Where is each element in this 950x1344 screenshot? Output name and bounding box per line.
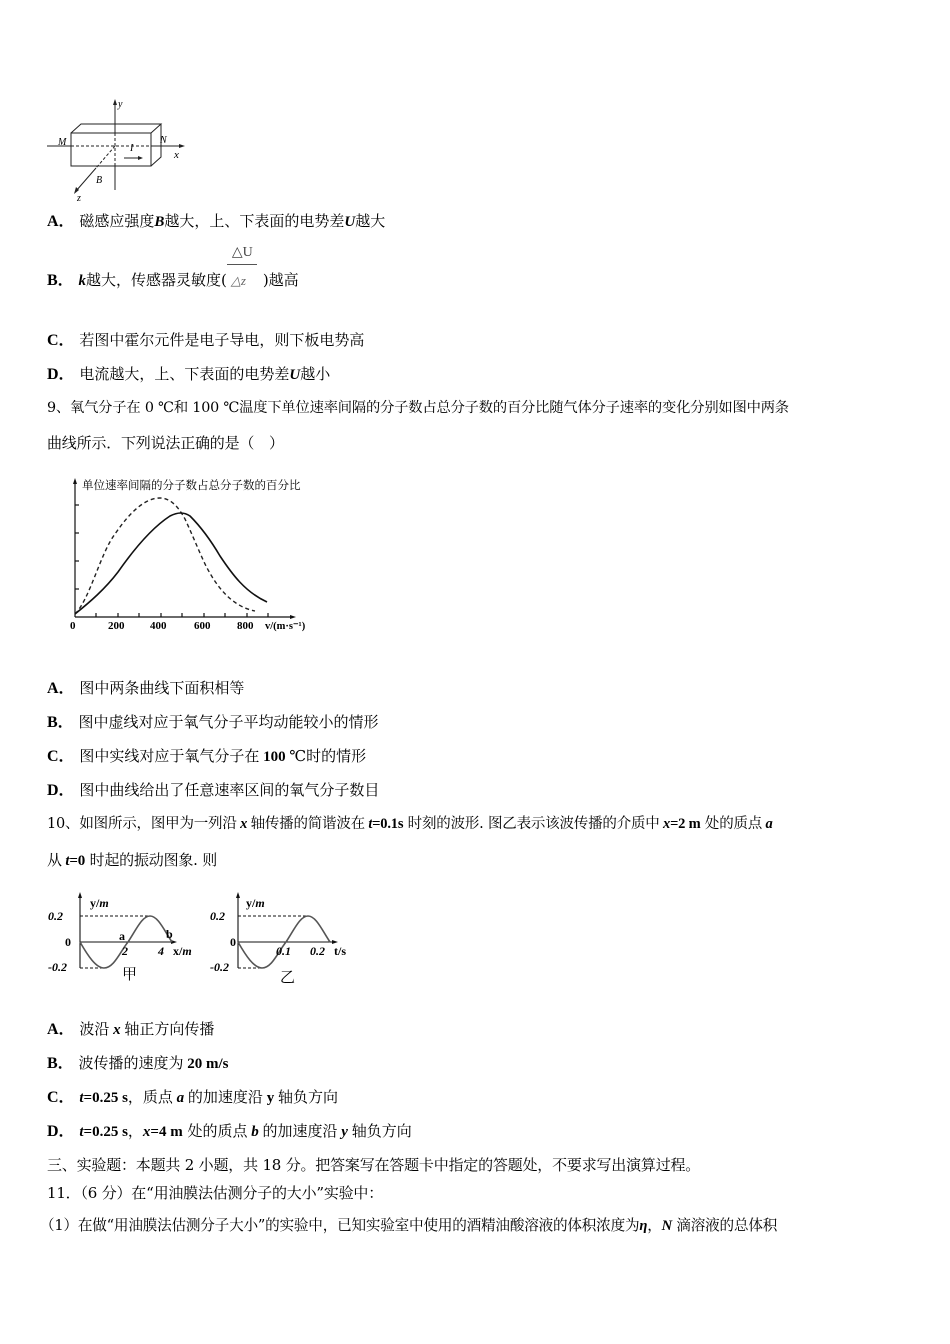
tick-800: 800 [237, 620, 254, 632]
molecular-speed-distribution-chart [60, 474, 330, 639]
var-x: x [109, 1022, 125, 1038]
option-text: 的加速度沿 [187, 1088, 263, 1106]
stem-text: 从 [47, 851, 62, 869]
option-label: B． [47, 1055, 74, 1072]
var-x: x [236, 816, 251, 832]
current-label: I [130, 143, 134, 154]
svg-text:0.1: 0.1 [276, 944, 291, 958]
position-value: =2 m [670, 816, 701, 832]
x-axis-label: x [174, 149, 179, 161]
temperature-value: 100 [259, 749, 290, 765]
option-label: A． [47, 213, 75, 230]
option-text: 越大，上、下表面的电势差 [164, 212, 345, 230]
time-value: =0 [69, 853, 85, 869]
y-axis-label: y [118, 99, 123, 110]
option-text: ，质点 [127, 1088, 173, 1106]
q9-option-c [47, 746, 366, 767]
q8-option-a [47, 211, 385, 232]
option-text: 越大 [355, 212, 386, 230]
q10-stem-line1 [47, 814, 773, 834]
chart-xlabel: v/(m·s⁻¹) [265, 621, 306, 632]
tick-200: 200 [108, 620, 125, 632]
stem-text: 时刻的波形. 图乙表示该波传播的介质中 [403, 816, 660, 832]
option-label: A． [47, 680, 75, 697]
var-b: b [247, 1124, 263, 1140]
option-text: 图中曲线给出了任意速率区间的氧气分子数目 [79, 781, 380, 799]
b-field-label: B [96, 175, 103, 186]
q11-title: 11．（6 分）在“用油膜法估测分子的大小”实验中： [47, 1184, 384, 1202]
option-label: C． [47, 332, 75, 349]
q11-part1 [40, 1216, 777, 1236]
option-label: D． [47, 366, 75, 383]
stem-text: 处的质点 [700, 816, 763, 832]
option-text: 越小 [300, 365, 331, 383]
time-value: =0.25 s [83, 1090, 128, 1106]
var-b: B [154, 214, 165, 230]
var-u: U [344, 214, 356, 230]
option-label: A． [47, 1021, 75, 1038]
option-text: 图中虚线对应于氧气分子平均动能较小的情形 [78, 713, 379, 731]
n-label: N [160, 135, 167, 146]
var-y: y [262, 1090, 278, 1106]
option-label: B． [47, 714, 74, 731]
var-x: x [659, 816, 671, 832]
option-text: ℃时的情形 [289, 747, 367, 765]
fraction-denominator: △z [230, 273, 246, 288]
option-text: 的加速度沿 [262, 1122, 338, 1140]
var-t: t [61, 853, 70, 869]
option-text: 图中两条曲线下面积相等 [79, 679, 245, 697]
stem-text: 轴传播的简谐波在 [250, 816, 365, 832]
option-text: 越大，传感器灵敏度( [85, 271, 227, 289]
option-text: 轴正方向传播 [124, 1020, 215, 1038]
q9-stem-line2: 曲线所示．下列说法正确的是（ ） [47, 434, 284, 452]
time-value: =0.25 s [83, 1124, 128, 1140]
q9-stem-line1: 9、氧气分子在 0 ℃和 100 ℃温度下单位速率间隔的分子数占总分子数的百分比随气体分子速率的变化分别如图中两条 [47, 400, 789, 416]
q8-option-b [47, 245, 299, 291]
svg-text:-0.2: -0.2 [48, 960, 67, 974]
stem-text: 时起的振动图象. 则 [85, 851, 218, 869]
svg-text:0.2: 0.2 [310, 944, 325, 958]
q11-text: 滴溶液的总体积 [671, 1217, 778, 1234]
q10-option-b [47, 1053, 228, 1074]
hall-element-figure [44, 98, 194, 203]
option-label: C． [47, 1089, 75, 1106]
var-y: y [337, 1124, 352, 1140]
option-text: 若图中霍尔元件是电子导电，则下板电势高 [79, 331, 365, 349]
graph-title-yi: 乙 [280, 970, 296, 985]
svg-text:0: 0 [65, 935, 71, 949]
graph-title-jia: 甲 [122, 967, 138, 983]
svg-text:2: 2 [122, 944, 128, 958]
option-label: D． [47, 1123, 75, 1140]
var-t: t [364, 816, 373, 832]
m-label: M [58, 137, 67, 148]
option-text: 磁感应强度 [79, 212, 155, 230]
var-k: k [78, 273, 86, 289]
svg-text:4: 4 [158, 944, 164, 958]
option-text: 轴负方向 [277, 1088, 338, 1106]
var-t: t [79, 1090, 84, 1106]
speed-value: 20 m/s [183, 1056, 229, 1072]
vibration-graph-yi [210, 890, 360, 985]
position-value: =4 m [150, 1124, 183, 1140]
var-eta: η [639, 1218, 648, 1234]
q9-option-d [47, 780, 379, 801]
option-text: 波沿 [79, 1020, 110, 1038]
option-text: 处的质点 [182, 1122, 248, 1140]
tick-0: 0 [70, 620, 76, 632]
q10-stem-line2 [47, 850, 217, 871]
chart-ylabel: 单位速率间隔的分子数占总分子数的百分比 [82, 480, 301, 492]
wave-graph-jia [48, 890, 208, 985]
option-text: 图中实线对应于氧气分子在 [79, 747, 260, 765]
svg-text:y/m: y/m [246, 896, 265, 910]
time-value: =0.1s [372, 816, 404, 832]
option-text: 电流越大，上、下表面的电势差 [79, 365, 290, 383]
fraction-numerator: △U [231, 245, 253, 260]
option-label: C． [47, 748, 75, 765]
svg-text:0: 0 [230, 935, 236, 949]
var-n: N [661, 1218, 672, 1234]
q8-option-c [47, 330, 364, 351]
var-t: t [79, 1124, 84, 1140]
section-3-heading: 三、实验题：本题共 2 小题，共 18 分。把答案写在答题卡中指定的答题处，不要求写出演算过程。 [47, 1156, 701, 1174]
q8-option-d [47, 364, 330, 385]
q11-text: （1）在做“用油膜法估测分子大小”的实验中，已知实验室中使用的酒精油酸溶液的体积浓度为 [40, 1217, 640, 1234]
q9-option-a [47, 678, 244, 699]
option-text: )越高 [262, 271, 299, 289]
q10-option-c [47, 1087, 338, 1108]
fraction-bar [227, 264, 257, 265]
svg-text:b: b [166, 927, 173, 941]
svg-text:-0.2: -0.2 [210, 960, 229, 974]
tick-600: 600 [194, 620, 211, 632]
svg-text:a: a [119, 929, 125, 943]
dashed-curve-0c [75, 498, 255, 614]
svg-text:x/m: x/m [173, 944, 192, 958]
option-text: ， [127, 1122, 143, 1140]
var-x: x [142, 1124, 151, 1140]
svg-text:0.2: 0.2 [210, 909, 225, 923]
sensitivity-fraction [227, 245, 263, 291]
tick-400: 400 [150, 620, 167, 632]
var-a: a [172, 1090, 188, 1106]
svg-text:t/s: t/s [334, 944, 346, 958]
svg-text:0.2: 0.2 [48, 909, 63, 923]
q10-option-a [47, 1019, 214, 1040]
q11-text: ， [647, 1217, 662, 1234]
z-axis-label: z [77, 193, 81, 203]
var-a: a [762, 816, 773, 832]
var-u: U [289, 367, 301, 383]
option-label: B． [47, 272, 74, 289]
q10-option-d [47, 1121, 412, 1142]
svg-text:y/m: y/m [90, 896, 109, 910]
stem-text: 10、如图所示，图甲为一列沿 [47, 816, 237, 832]
option-text: 波传播的速度为 [78, 1054, 184, 1072]
solid-curve-100c [75, 513, 267, 614]
q9-option-b [47, 712, 378, 733]
option-text: 轴负方向 [351, 1122, 412, 1140]
option-label: D． [47, 782, 75, 799]
